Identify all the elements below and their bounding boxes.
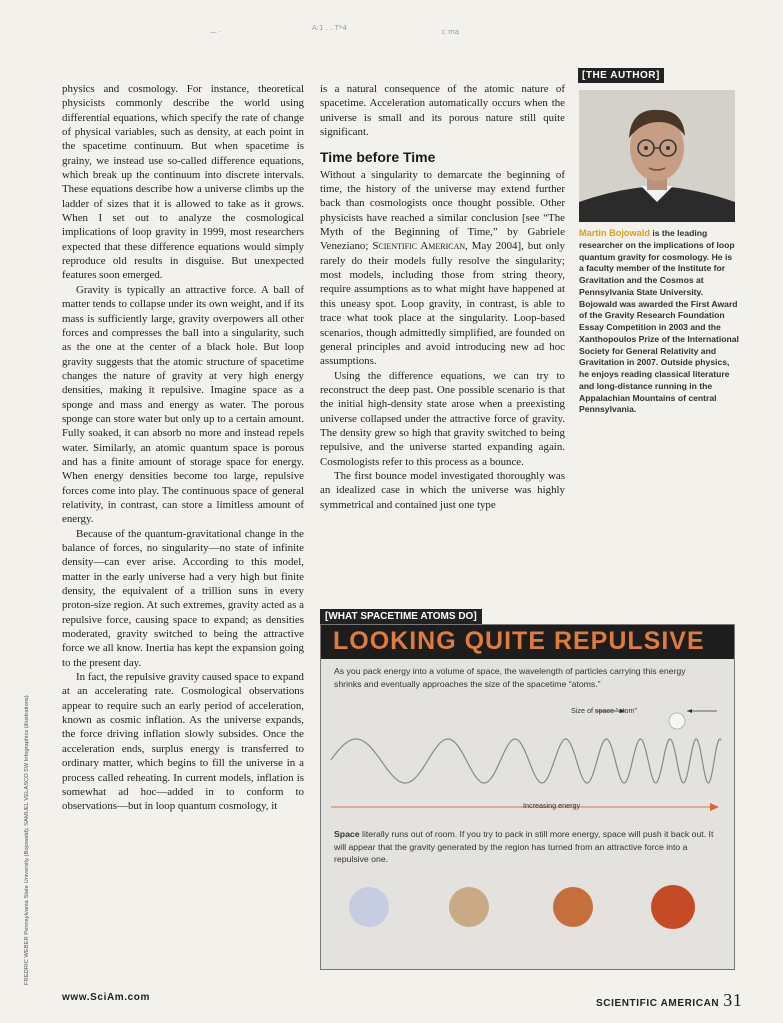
paragraph: is a natural consequence of the atomic nature of spacetime. Acceleration automatically occurs when the universe is small and its porous nature still quite significant. (320, 83, 565, 139)
column-1 (62, 82, 304, 814)
author-name: Martin Bojowald (579, 228, 650, 238)
page-number: 31 (723, 990, 743, 1010)
figure-title: LOOKING QUITE REPULSIVE (333, 627, 705, 655)
figure-caption-2: Space literally runs out of room. If you try to pack in still more energy, space will push it back out. It will appear that the gravity generated by the region has turned from an attractive force into a repulsive one. (334, 829, 714, 864)
paragraph: Without a singularity to demarcate the beginning of time, the history of the universe may extend further back than cosmologists once thought possible. Other physicists have reached a similar conclusion [see “The Myth of the Beginning of Time,” by Gabriele Veneziano; Scientific American, May 2004], but only rarely do their models fully resolve the singularity; most models, including those from string theory, require assumptions as to what might have happened at this uneasy spot. Loop gravity, in contrast, is able to trace what took place at the singularity. Loop-based scenarios, though admittedly simplified, are founded on general principles and avoid introducing new ad hoc assumptions. (320, 168, 565, 368)
author-tag: [THE AUTHOR] (578, 68, 664, 83)
paragraph: physics and cosmology. For instance, theoretical physicists commonly describe the world using differential equations, which specify the rate of change of physical variables, such as density, at each point in the spacetime continuum. But when spacetime is grainy, we instead use so-called difference equations, which break up the continuum into discrete intervals. These equations describe how a universe climbs up the ladder of sizes that it is allowed to take as it grows. When I set out to analyze the cosmological implications of loop gravity in 1999, most researchers expected that these difference equations would simply reproduce old results in disguise. But unexpected features soon emerged. (62, 83, 304, 282)
paragraph: The first bounce model investigated thoroughly was an idealized case in which the universe was highly symmetrical and contained just one type (320, 469, 565, 511)
header-mark: c ma (442, 28, 460, 36)
footer-folio (596, 990, 742, 1011)
figure-tag: [WHAT SPACETIME ATOMS DO] (320, 609, 482, 624)
paragraph: Gravity is typically an attractive force. A ball of matter tends to collapse under its own weight, and if its mass is sufficiently large, gravity overpowers all other forces and compresses the ball into a singularity, such as the one at the center of a black hole. But loop gravity suggests that the atomic structure of spacetime changes the nature of gravity at very high energy densities, making it repulsive. Imagine space as a sponge and mass and energy as water. The porous sponge can store water but only up to a certain amount. Fully soaked, it can absorb no more and instead repels water. Similarly, an atomic quantum space is porous and has a finite amount of storage space for energy. When energy densities become too large, repulsive forces come into play. The continuous space of general relativity, in contrast, can store a limitless amount of energy. (62, 283, 304, 526)
header-mark: A:1 . . T*4 (312, 24, 347, 32)
paragraph: Because of the quantum-gravitational change in the balance of forces, no singularity—no state of infinite density—can ever arise. According to this model, matter in the early universe had a very high but finite density, the equivalent of a trillion suns in every proton-size region. At such extremes, gravity acted as a repulsive force, causing space to expand; as densities moderated, gravity switched to being the attractive force we all know. Inertia has kept the expansion going to the present day. (62, 527, 304, 669)
header-mark: — · (210, 28, 222, 36)
footer-website: www.SciAm.com (62, 992, 151, 1003)
magazine-name: SCIENTIFIC AMERICAN (596, 998, 720, 1009)
paragraph: In fact, the repulsive gravity caused space to expand at an accelerating rate. Cosmological observations appear to require such an early period of acceleration, known as cosmic inflation. As the universe expands, the force driving inflation slowly subsides. Once the acceleration ends, surplus energy is transferred to ordinary matter, which begins to fill the universe in a process called reheating. In current models, inflation is somewhat ad hoc—added in to conform to observations—but in loop quantum cosmology, it (62, 671, 304, 813)
paragraph: Using the difference equations, we can try to reconstruct the deep past. One possible scenario is that the initial high-density state arose when a preexisting universe collapsed under the attractive force of gravity. The density grew so high that gravity switched to being repulsive, and the universe started expanding again. Cosmologists refer to this process as a bounce. (320, 369, 565, 468)
wave-diagram (321, 625, 734, 969)
illustration-credit: FREDRIC WEBER Pennsylvania State University (Bojowald); SAMUEL VELASCO 5W Infographics (illustrations) (24, 695, 30, 985)
magazine-citation: Scientific American (372, 240, 466, 253)
energy-label: Increasing energy (523, 801, 581, 810)
figure-caption: As you pack energy into a volume of space, the wavelength of particles carrying this energy shrinks and eventually approaches the size of the spacetime “atoms.” (334, 666, 686, 689)
column-2 (320, 82, 565, 512)
section-heading: Time before Time (320, 149, 436, 166)
author-bio: Martin Bojowald is the leading researcher on the implications of loop quantum gravity for cosmology. He is a faculty member of the Institute for Gravitation and the Cosmos at Pennsylvania State University. Bojowald was awarded the First Award of the Gravity Research Foundation Essay Competition in 2003 and the Xanthopoulos Prize of the International Society for General Relativity and Gravitation in 2007. Outside physics, he enjoys reading classical literature and long-distance running in the Appalachian Mountains of central Pennsylvania. (579, 228, 739, 415)
atom-size-label: Size of space “atom” (571, 706, 637, 715)
author-photo (579, 90, 735, 222)
figure-box (320, 624, 735, 970)
header-marks (200, 24, 500, 38)
